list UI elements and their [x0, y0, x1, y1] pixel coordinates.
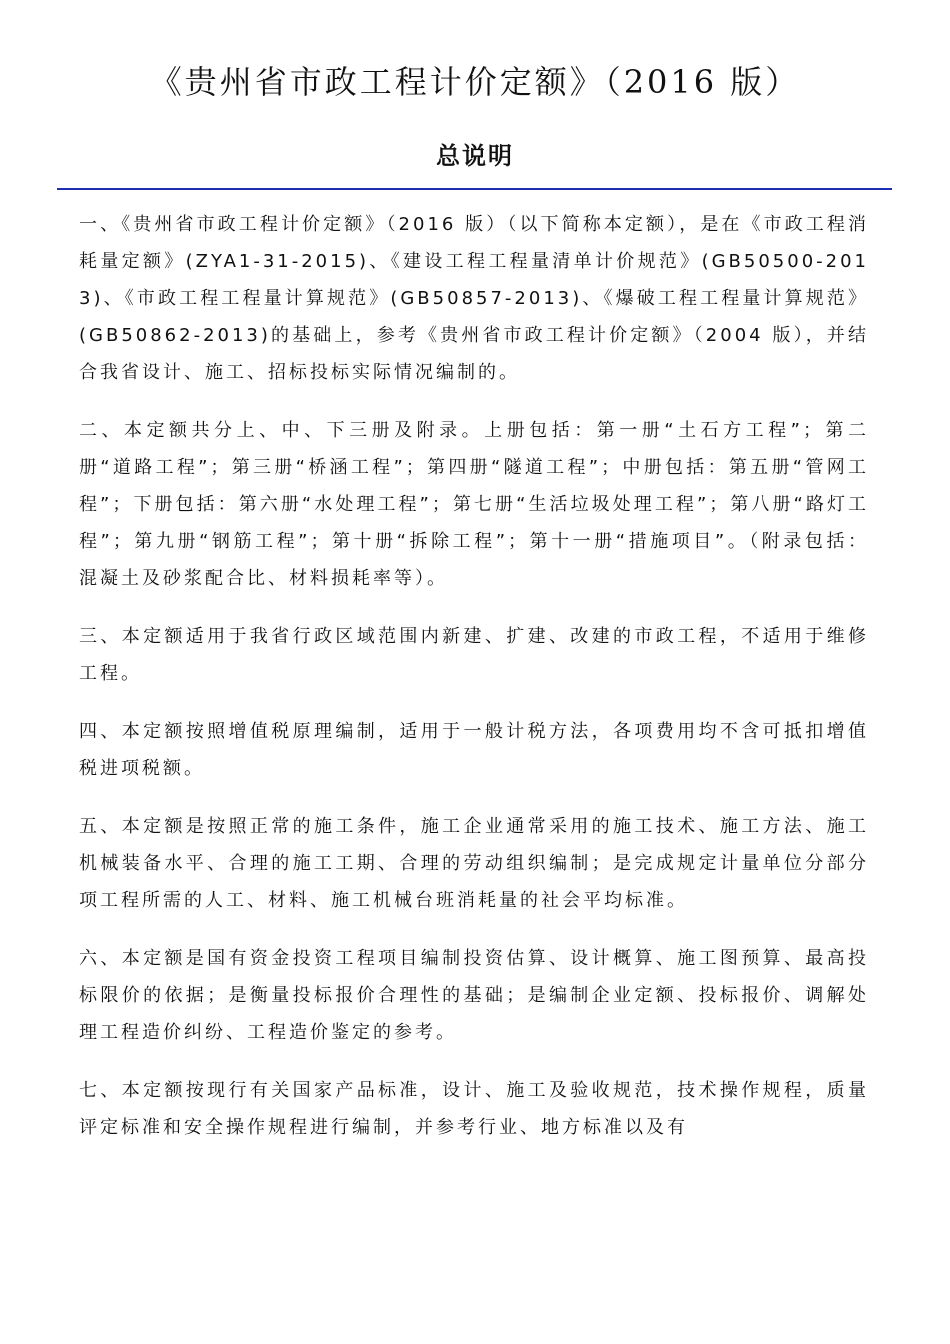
- paragraph-7: 七、本定额按现行有关国家产品标准，设计、施工及验收规范，技术操作规程，质量评定标准和安全操作规程进行编制，并参考行业、地方标准以及有: [79, 1080, 869, 1138]
- section-heading: 总说明: [436, 142, 514, 170]
- paragraph-3: 三、本定额适用于我省行政区域范围内新建、扩建、改建的市政工程，不适用于维修工程。: [79, 626, 869, 684]
- paragraph-5: 五、本定额是按照正常的施工条件，施工企业通常采用的施工技术、施工方法、施工机械装备水平、合理的施工工期、合理的劳动组织编制；是完成规定计量单位分部分项工程所需的人工、材料、施工机械台班消耗量的社会平均标准。: [79, 816, 869, 911]
- paragraph-1: 一、《贵州省市政工程计价定额》（2016 版）（以下简称本定额），是在《市政工程消耗量定额》(ZYA1-31-2015)、《建设工程工程量清单计价规范》(GB50500-2013)、《市政工程工程量计算规范》(GB50857-2013)、《爆破工程工程量计算规范》(GB50862-2013)的基础上，参考《贵州省市政工程计价定额》（2004 版），并结合我省设计、施工、招标投标实际情况编制的。: [79, 214, 869, 383]
- document-body: [79, 206, 869, 1167]
- paragraph-2: 二、本定额共分上、中、下三册及附录。上册包括：第一册“土石方工程”；第二册“道路工程”；第三册“桥涵工程”；第四册“隧道工程”；中册包括：第五册“管网工程”；下册包括：第六册“水处理工程”；第七册“生活垃圾处理工程”；第八册“路灯工程”；第九册“钢筋工程”；第十册“拆除工程”；第十一册“措施项目”。（附录包括：混凝土及砂浆配合比、材料损耗率等）。: [79, 420, 869, 589]
- paragraph-6: 六、本定额是国有资金投资工程项目编制投资估算、设计概算、施工图预算、最高投标限价的依据；是衡量投标报价合理性的基础；是编制企业定额、投标报价、调解处理工程造价纠纷、工程造价鉴定的参考。: [79, 948, 869, 1043]
- document-title: 《贵州省市政工程计价定额》（2016 版）: [149, 63, 801, 101]
- paragraph-4: 四、本定额按照增值税原理编制，适用于一般计税方法，各项费用均不含可抵扣增值税进项税额。: [79, 721, 869, 779]
- heading-divider: [57, 188, 892, 190]
